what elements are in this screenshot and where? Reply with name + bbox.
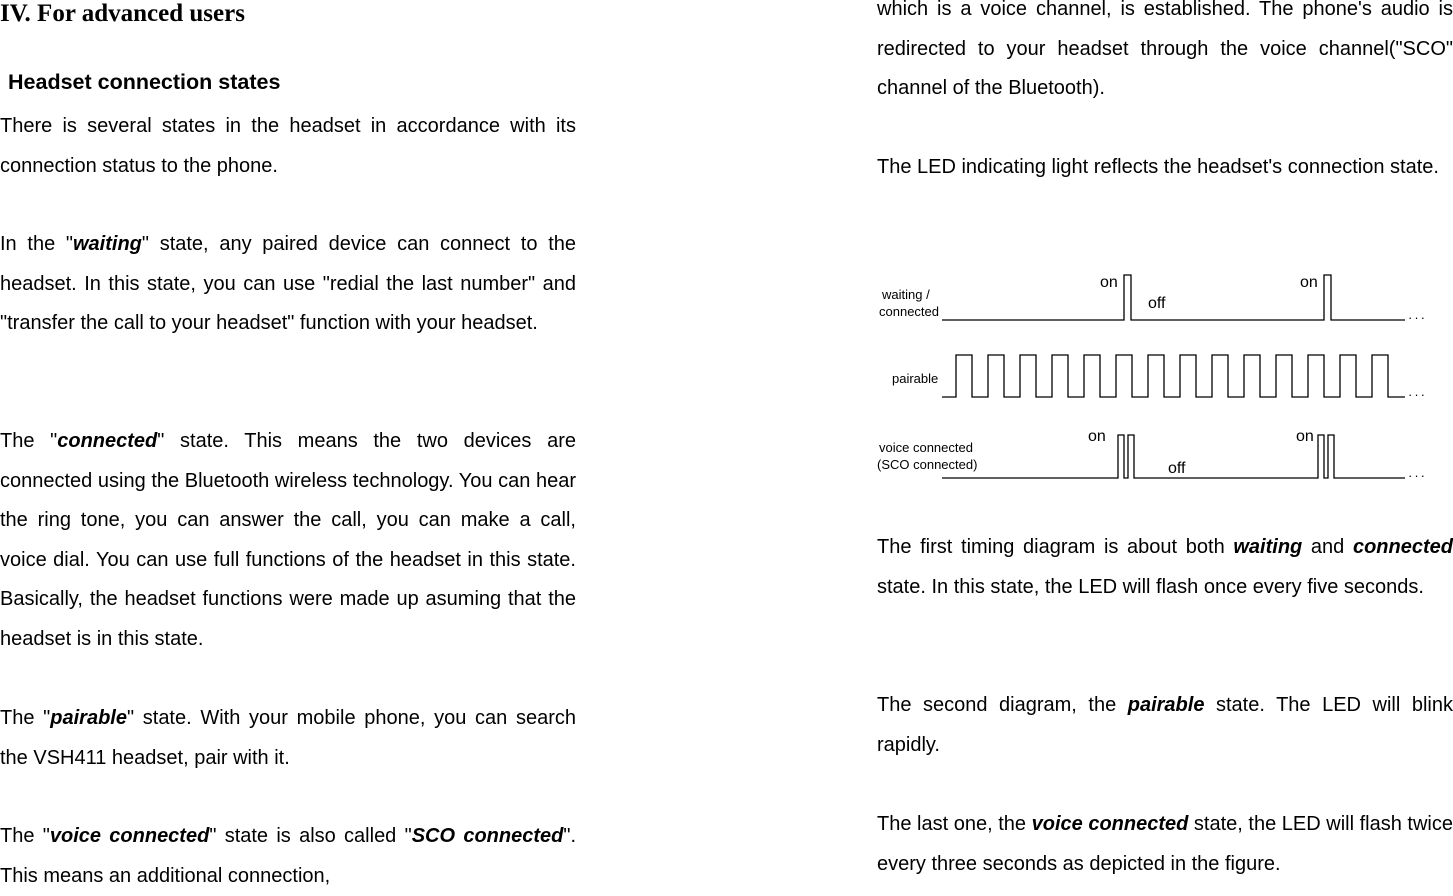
row3-label-line2: (SCO connected) [877,457,978,472]
row1-label-line1: waiting / [882,287,930,302]
pairable-trace [942,355,1405,397]
connected-term: connected [1352,536,1453,558]
row3-label-line1: voice connected [879,440,973,455]
pairable-term: pairable [50,707,127,729]
waiting-term: waiting [1233,536,1303,558]
first-diagram-paragraph: The first timing diagram is about both waiting and connected state. In this state, the LED will flash once every five seconds. [877,536,1453,598]
row1-continuation: ··· [1408,310,1427,325]
section-title: IV. For advanced users [0,0,245,27]
row1-label-line2: connected [879,304,939,319]
voice-continued-paragraph: which is a voice channel, is established. The phone's audio is redirected to your headset through the voice channel("SCO" channel of the Bluetooth). [877,0,1453,100]
row2-continuation: ··· [1408,387,1427,402]
continuation-marks [1408,310,1427,483]
row2-label: pairable [892,371,939,386]
voice-connected-paragraph: The "voice connected" state is also called "SCO connected". This means an additional connection, [0,825,577,887]
voice-connected-term: voice connected [1031,813,1189,835]
row1-on-label-1: on [1100,274,1118,291]
row3-continuation: ··· [1408,468,1427,483]
intro-paragraph: There is several states in the headset in accordance with its connection status to the phone. [0,115,576,177]
timing-traces [942,275,1405,478]
subsection-title: Headset connection states [8,70,281,94]
voice-connected-term: voice connected [49,825,210,847]
state-labels [1088,274,1318,477]
waiting-connected-trace [942,275,1405,320]
row3-off-label: off [1168,460,1186,477]
second-diagram-paragraph: The second diagram, the pairable state. The LED will blink rapidly. [877,694,1453,756]
pairable-term: pairable [1127,694,1205,716]
row1-off-label: off [1148,295,1166,312]
sco-connected-term: SCO connected [411,825,564,847]
row3-on-label-1: on [1088,428,1106,445]
led-intro-paragraph: The LED indicating light reflects the headset's connection state. [877,156,1439,178]
waiting-term: waiting [73,233,142,255]
pairable-paragraph: The "pairable" state. With your mobile phone, you can search the VSH411 headset, pair with it. [0,707,577,769]
waiting-paragraph: In the "waiting" state, any paired device can connect to the headset. In this state, you can use "redial the last number" and "transfer the call to your headset" function with your headset. [0,233,576,335]
row1-on-label-2: on [1300,274,1318,291]
row3-on-label-2: on [1296,428,1314,445]
diagram-labels [877,287,977,472]
last-diagram-paragraph: The last one, the voice connected state, the LED will flash twice every three seconds as depicted in the figure. [877,813,1453,875]
connected-paragraph: The "connected" state. This means the two devices are connected using the Bluetooth wireless technology. You can hear the ring tone, you can answer the call, you can make a call, voice dial. You can use full functions of the headset in this state. Basically, the headset functions were made up asuming that the headset is in this state. [0,430,576,650]
connected-term: connected [57,430,158,452]
led-timing-diagram [870,262,1440,492]
